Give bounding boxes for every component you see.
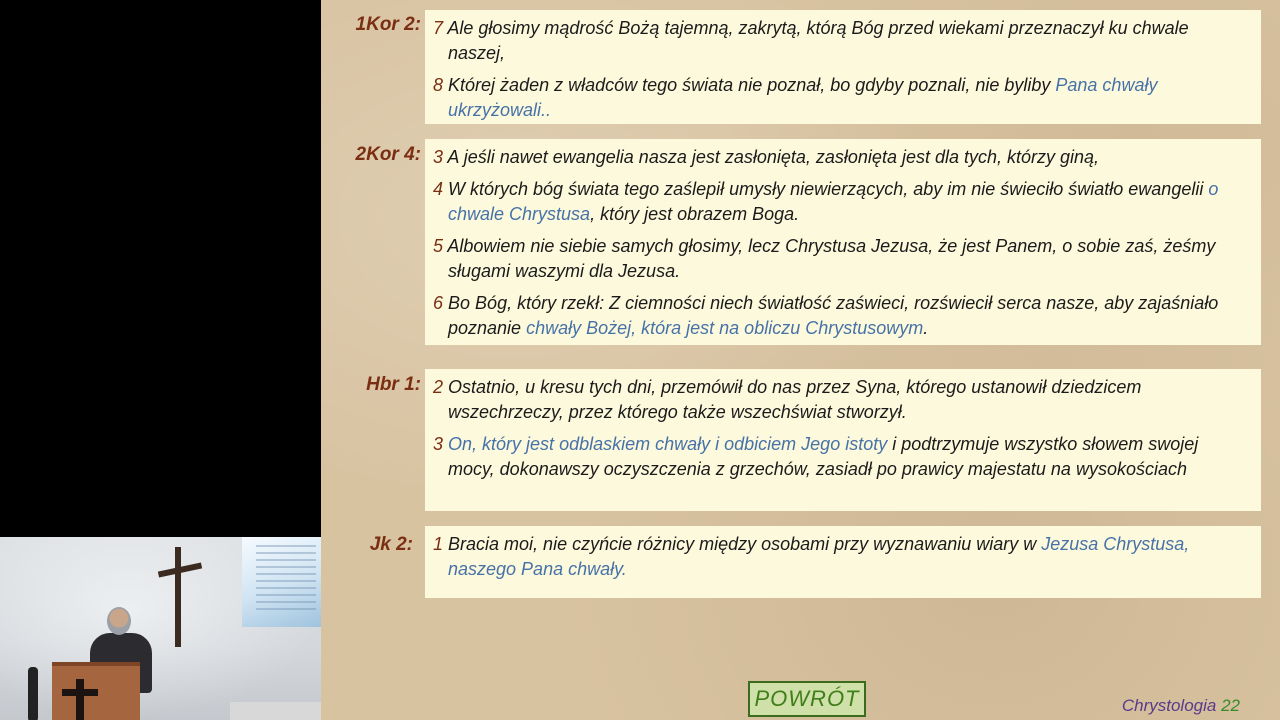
passage-box bbox=[425, 139, 1261, 345]
passage-ref: Jk 2: bbox=[369, 534, 413, 555]
verse-number: 7 bbox=[433, 18, 444, 38]
slide bbox=[321, 0, 1280, 720]
passage-box bbox=[425, 369, 1261, 511]
highlighted-text: Jezusa Chrystusa, naszego Pana chwały. bbox=[448, 534, 1190, 579]
verse bbox=[433, 432, 1249, 482]
verse bbox=[433, 145, 1249, 170]
verse-number: 3 bbox=[433, 147, 444, 167]
passage-box bbox=[425, 10, 1261, 124]
back-button[interactable]: POWRÓT bbox=[748, 681, 866, 717]
highlighted-text: On, który jest odblaskiem chwały i odbiciem Jego istoty bbox=[448, 434, 888, 454]
verse-text: W których bóg świata tego zaślepił umysły niewierzących, aby im nie świeciło światło ewangelii bbox=[448, 179, 1209, 199]
passage-box bbox=[425, 526, 1261, 598]
verse-text: . bbox=[923, 318, 929, 338]
highlighted-text: Pana chwały ukrzyżowali.. bbox=[448, 75, 1158, 120]
verse-number: 3 bbox=[433, 434, 444, 454]
verse-text: i podtrzymuje wszystko słowem swojej mocy, dokonawszy oczyszczenia z grzechów, zasiadł po prawicy majestatu na wysokościach bbox=[448, 434, 1199, 479]
verse-text: Albowiem nie siebie samych głosimy, lecz Chrystusa Jezusa, że jest Panem, o sobie zaś, żeśmy sługami waszymi dla Jezusa. bbox=[447, 236, 1216, 281]
footer-title: Chrystologia bbox=[1121, 696, 1217, 715]
verse-number: 2 bbox=[433, 377, 444, 397]
footer bbox=[1122, 696, 1240, 716]
page-number: 22 bbox=[1221, 696, 1240, 715]
verse-number: 1 bbox=[433, 534, 444, 554]
verse-text: A jeśli nawet ewangelia nasza jest zasłonięta, zasłonięta jest dla tych, którzy giną, bbox=[447, 147, 1100, 167]
verse bbox=[433, 532, 1249, 582]
lectern-cross bbox=[76, 679, 84, 720]
verse bbox=[433, 375, 1249, 425]
table bbox=[230, 702, 321, 720]
verse-text: Ostatnio, u kresu tych dni, przemówił do nas przez Syna, którego ustanowił dziedzicem wszechrzeczy, przez którego także wszechświat stworzył. bbox=[448, 377, 1142, 422]
verse-number: 6 bbox=[433, 293, 444, 313]
passage-ref: 2Kor 4: bbox=[355, 144, 421, 165]
microphone bbox=[28, 667, 38, 720]
speaker-head bbox=[107, 607, 131, 635]
verse bbox=[433, 177, 1249, 227]
verse-text: Bo Bóg, który rzekł: Z ciemności niech światłość zaświeci, rozświecił serca nasze, aby zajaśniało poznanie bbox=[448, 293, 1219, 338]
verse-number: 5 bbox=[433, 236, 444, 256]
verse bbox=[433, 16, 1249, 66]
verse-text: Ale głosimy mądrość Bożą tajemną, zakrytą, którą Bóg przed wiekami przeznaczył ku chwale naszej, bbox=[447, 18, 1189, 63]
verse-text: , który jest obrazem Boga. bbox=[590, 204, 800, 224]
verse bbox=[433, 234, 1249, 284]
verse bbox=[433, 291, 1249, 341]
verse-text: Bracia moi, nie czyńcie różnicy między osobami przy wyznawaniu wiary w bbox=[448, 534, 1042, 554]
passage-ref: 1Kor 2: bbox=[355, 14, 421, 35]
verse-text: Której żaden z władców tego świata nie poznał, bo gdyby poznali, nie byliby bbox=[448, 75, 1056, 95]
lectern-cross-bar bbox=[62, 689, 98, 696]
verse-number: 4 bbox=[433, 179, 444, 199]
passage-ref: Hbr 1: bbox=[366, 374, 421, 395]
projected-text bbox=[256, 545, 316, 615]
highlighted-text: chwały Bożej, która jest na obliczu Chrystusowym bbox=[526, 318, 924, 338]
highlighted-text: o chwale Chrystusa bbox=[448, 179, 1219, 224]
verse-number: 8 bbox=[433, 75, 444, 95]
webcam-video bbox=[0, 537, 321, 720]
wall-cross bbox=[175, 547, 181, 647]
verse bbox=[433, 73, 1249, 123]
black-area bbox=[0, 0, 321, 537]
